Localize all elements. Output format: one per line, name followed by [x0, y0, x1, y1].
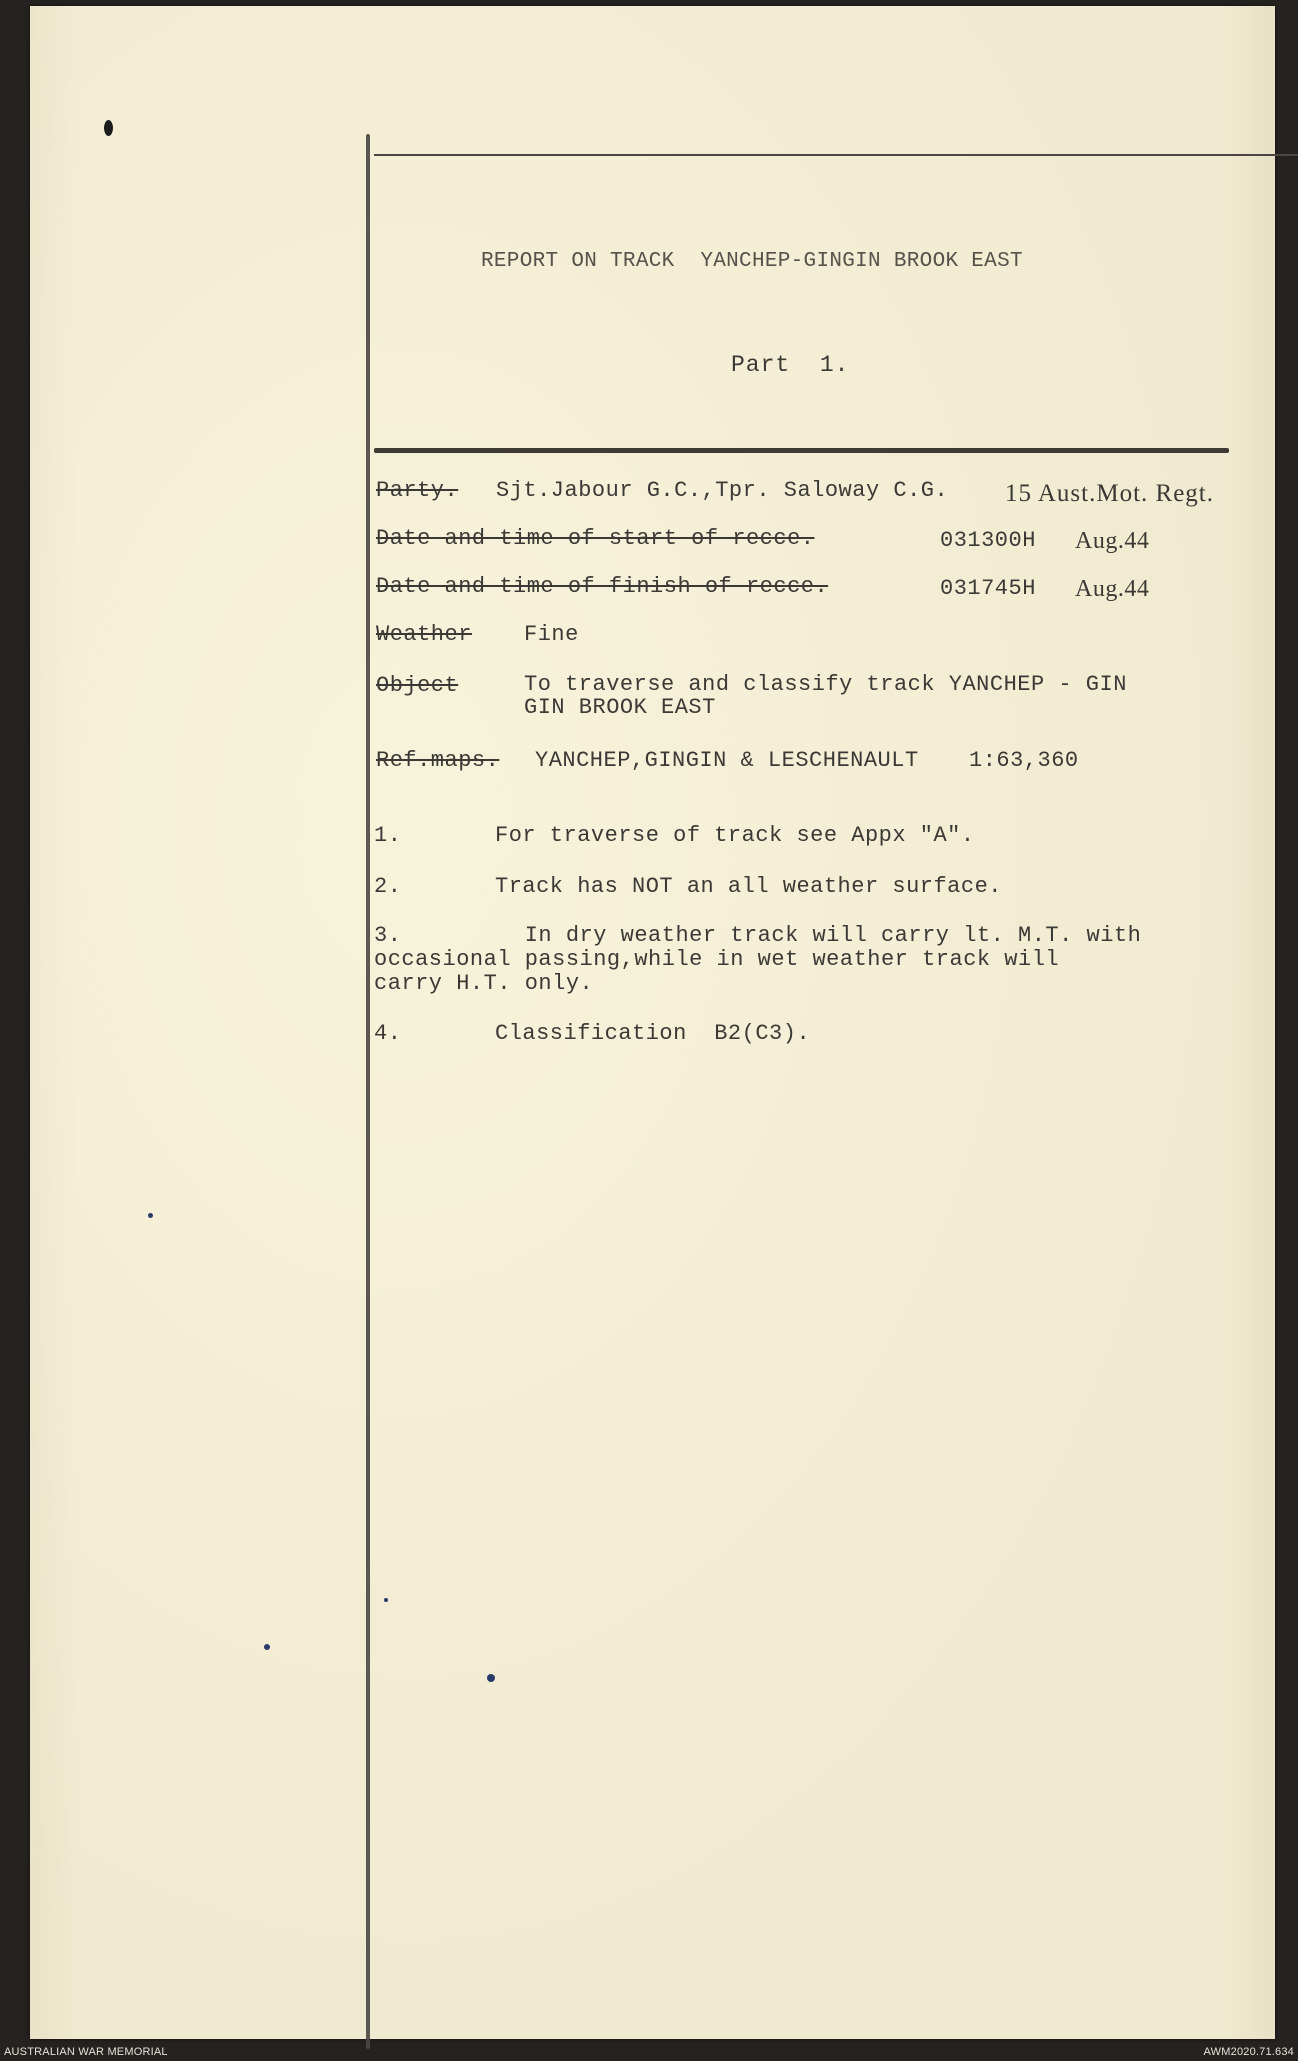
object-label: Object: [376, 673, 459, 698]
party-unit: 15 Aust.Mot. Regt.: [1005, 480, 1214, 507]
weather-value: Fine: [524, 622, 579, 647]
paragraph-number-inline: 3.: [374, 923, 402, 948]
paragraph-text: Track has NOT an all weather surface.: [495, 874, 1002, 899]
ink-speck: [148, 1213, 153, 1218]
document-page: [30, 6, 1275, 2039]
finish-label: Date and time of finish of recce.: [376, 574, 829, 599]
start-month: Aug.44: [1075, 528, 1150, 554]
finish-value: 031745H: [940, 576, 1036, 601]
ref-maps-scale: 1:63,360: [969, 748, 1079, 773]
footer-accession: AWM2020.71.634: [1203, 2046, 1294, 2058]
ink-speck: [264, 1644, 270, 1650]
footer-credit: AUSTRALIAN WAR MEMORIAL: [4, 2046, 168, 2058]
ink-speck: [487, 1674, 495, 1682]
start-label: Date and time of start of recce.: [376, 526, 815, 551]
ink-speck: [104, 120, 113, 136]
ink-speck: [384, 1598, 388, 1602]
ref-maps-label: Ref.maps.: [376, 748, 500, 773]
paragraph-number: 4.: [374, 1021, 402, 1046]
report-title: REPORT ON TRACK YANCHEP-GINGIN BROOK EAST: [481, 250, 1023, 273]
party-names: Sjt.Jabour G.C.,Tpr. Saloway C.G.: [496, 478, 949, 503]
ref-maps-value: YANCHEP,GINGIN & LESCHENAULT: [535, 748, 919, 773]
object-value: To traverse and classify track YANCHEP - GIN GIN BROOK EAST: [524, 672, 1127, 720]
paragraph-text: For traverse of track see Appx "A".: [495, 823, 975, 848]
party-label: Party.: [376, 478, 459, 503]
margin-rule: [366, 134, 370, 2049]
finish-month: Aug.44: [1075, 576, 1150, 602]
paragraph-number: 1.: [374, 823, 402, 848]
paragraph-text: [374, 924, 1141, 996]
heading-divider: [374, 448, 1229, 453]
top-rule: [374, 154, 1298, 156]
paragraph-body: In dry weather track will carry lt. M.T. with occasional passing,while in wet weather track will carry H.T. only.: [374, 923, 1142, 996]
paragraph-number: 2.: [374, 874, 402, 899]
part-heading: Part 1.: [731, 352, 850, 378]
start-value: 031300H: [940, 528, 1036, 553]
weather-label: Weather: [376, 622, 472, 647]
paragraph-text: Classification B2(C3).: [495, 1021, 811, 1046]
